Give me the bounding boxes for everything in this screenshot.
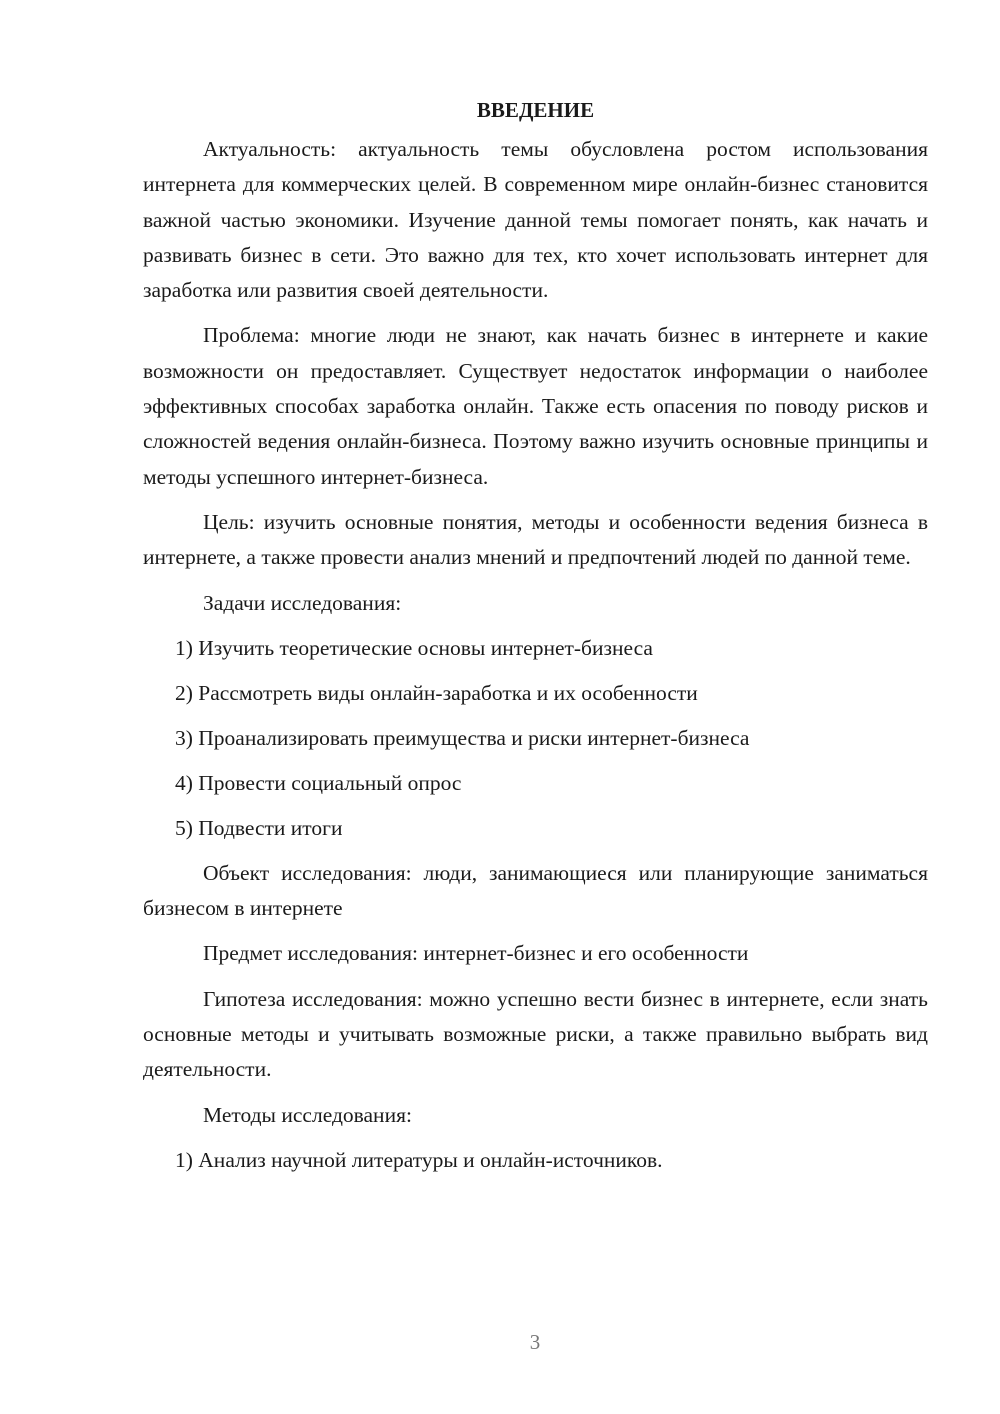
- subject-paragraph: Предмет исследования: интернет-бизнес и его особенности: [203, 941, 749, 966]
- document-page: [143, 92, 928, 1188]
- relevance-paragraph: Актуальность: актуальность темы обусловлена ростом использования интернета для коммерческих целей. В современном мире онлайн-бизнес становится важной частью экономики. Изучение данной темы помогает понять, как начать и развивать бизнес в сети. Это важно для тех, кто хочет использовать интернет для заработка или развития своей деятельности.: [143, 137, 928, 303]
- list-item: 1) Изучить теоретические основы интернет-бизнеса: [175, 635, 653, 660]
- page-number: 3: [529, 1330, 541, 1354]
- object-paragraph: Объект исследования: люди, занимающиеся или планирующие заниматься бизнесом в интернете: [143, 860, 928, 921]
- list-item: 3) Проанализировать преимущества и риски интернет-бизнеса: [175, 725, 750, 750]
- list-item: 1) Анализ научной литературы и онлайн-источников.: [175, 1147, 663, 1172]
- list-item: 2) Рассмотреть виды онлайн-заработка и их особенности: [175, 680, 698, 705]
- tasks-heading: Задачи исследования:: [203, 590, 402, 615]
- list-item: 5) Подвести итоги: [175, 815, 343, 840]
- goal-paragraph: Цель: изучить основные понятия, методы и особенности ведения бизнеса в интернете, а также провести анализ мнений и предпочтений людей по данной теме.: [143, 509, 928, 570]
- methods-heading: Методы исследования:: [203, 1102, 412, 1127]
- list-item: 4) Провести социальный опрос: [175, 770, 462, 795]
- hypothesis-paragraph: Гипотеза исследования: можно успешно вести бизнес в интернете, если знать основные методы и учитывать возможные риски, а также правильно выбрать вид деятельности.: [143, 986, 928, 1082]
- section-title: ВВЕДЕНИЕ: [476, 98, 595, 122]
- problem-paragraph: Проблема: многие люди не знают, как начать бизнес в интернете и какие возможности он предоставляет. Существует недостаток информации о наиболее эффективных способах заработка онлайн. Также есть опасения по поводу рисков и сложностей ведения онлайн-бизнеса. Поэтому важно изучить основные принципы и методы успешного интернет-бизнеса.: [143, 323, 928, 489]
